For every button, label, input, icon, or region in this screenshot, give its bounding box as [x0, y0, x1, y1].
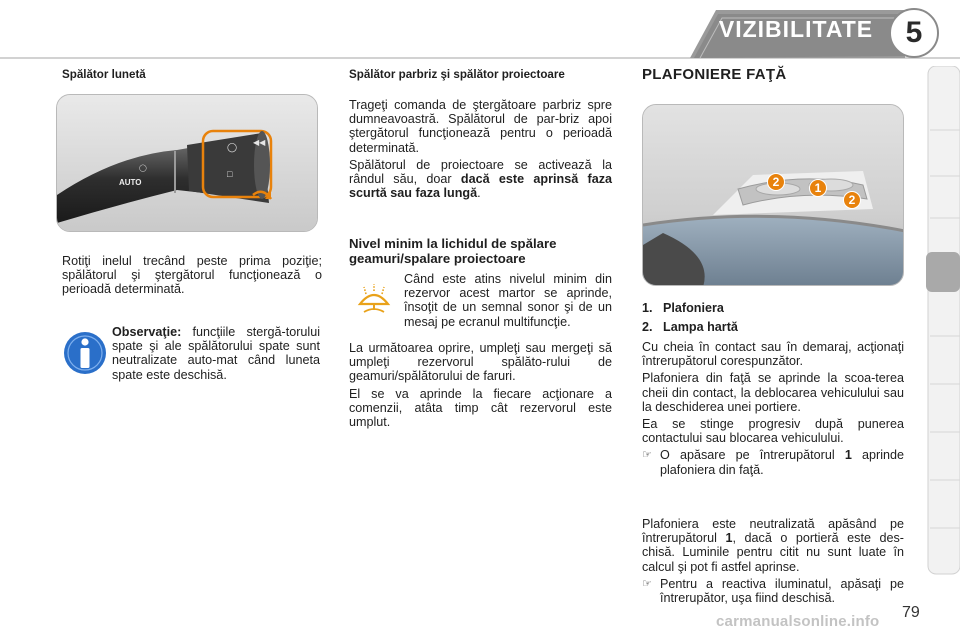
- note-label: Observaţie:: [112, 325, 182, 339]
- front-washer-p2-end: .: [477, 186, 481, 201]
- courtesy-bullet-2-text: Pentru a reactiva iluminatul, apăsaţi pe întrerupător, uşa fiind deschisă.: [660, 576, 904, 606]
- callout-1: 1: [809, 179, 827, 197]
- rear-washer-paragraph: Rotiţi inelul trecând peste prima poziţie; spălătorul şi ştergătorul funcţionează o perioadă determinată.: [62, 254, 322, 297]
- front-courtesy-lights-heading: PLAFONIERE FAŢĂ: [642, 66, 787, 83]
- legend-item-2-num: 2.: [642, 320, 653, 335]
- ceiling-light-photo: [642, 104, 904, 286]
- courtesy-bullet-1-text: [660, 448, 904, 476]
- front-washer-p2: [349, 158, 612, 201]
- low-fluid-p3: Când este atins nivelul minim din rezervor acest martor se aprinde, însoţit de un semnal sonor şi de un mesaj pe ecranul multifuncţie.: [404, 272, 612, 329]
- bullet-1-text-b: aprinde plafoniera din faţă.: [660, 448, 905, 477]
- legend-item-1: [642, 301, 904, 315]
- ceiling-light-illustration: [643, 105, 904, 286]
- chapter-side-tabs: [926, 66, 960, 576]
- washer-fluid-warning-icon: [356, 282, 392, 316]
- legend-item-1-label: Plafoniera: [663, 301, 724, 315]
- front-washer-heading: Spălător parbriz şi spălător proiectoare: [349, 68, 565, 81]
- info-icon: [60, 330, 110, 376]
- site-watermark: carmanualsonline.info: [716, 613, 880, 630]
- pointing-hand-icon: ☞: [642, 577, 652, 590]
- bullet-1-switch-number: 1: [844, 448, 852, 463]
- front-washer-p2-bold: dacă este aprinsă faza scurtă sau faza lungă: [349, 172, 612, 201]
- rear-washer-note: [112, 325, 320, 382]
- courtesy-bullet-2: [642, 577, 904, 605]
- front-washer-p1: Trageţi comanda de ştergătoare parbriz spre dumneavoastră. Spălătorul de par-briz apoi ştergătorul funcţionează pentru o perioadă determinată.: [349, 98, 612, 155]
- low-fluid-body: [349, 341, 612, 432]
- courtesy-p4: [642, 517, 904, 574]
- svg-text:◯: ◯: [227, 142, 238, 152]
- front-washer-p2-text: Spălătorul de proiectoare se activează la rândul său, doar: [349, 157, 612, 187]
- chapter-title: VIZIBILITATE: [718, 16, 874, 42]
- low-fluid-heading: Nivel minim la lichidul de spălare geamuri/spalare proiectoare: [349, 236, 557, 266]
- low-fluid-p4: La următoarea oprire, umpleţi sau mergeţi să umpleţi rezervorul spălăto-rului de geamuri/spălătorului de faruri.: [349, 341, 612, 384]
- courtesy-p4-a: Plafoniera este neutralizată apăsând pe întrerupătorul: [642, 517, 904, 546]
- note-text: funcţiile stergă-torului spate şi ale spălătorului spate sunt neutralizate auto-mat când luneta spate este deschisă.: [112, 325, 320, 382]
- chapter-number-badge: [889, 8, 939, 58]
- callout-2-left: 2: [767, 173, 785, 191]
- low-fluid-p5: El se va aprinde la fiecare acţionare a comenzii, atâta timp cât rezervorul este umplut.: [349, 386, 612, 430]
- courtesy-lights-body: [642, 340, 904, 477]
- pointing-hand-icon: ☞: [642, 449, 652, 462]
- front-washer-body: [349, 98, 612, 203]
- legend-item-2: [642, 320, 904, 334]
- svg-text:◀◀: ◀◀: [253, 138, 266, 147]
- courtesy-lights-footer-body: [642, 517, 904, 605]
- courtesy-p4-bold: 1: [725, 531, 733, 546]
- page-number: 79: [902, 604, 920, 621]
- courtesy-p1: Cu cheia în contact sau în demaraj, acţionaţi întrerupătorul corespunzător.: [642, 340, 904, 369]
- rear-washer-heading: Spălător lunetă: [62, 68, 146, 81]
- svg-text:□: □: [227, 169, 233, 179]
- courtesy-p4-b: , dacă o portieră este des-chisă. Luminile pentru citit nu sunt luate în calcul şi pot fi astfel aprinse.: [642, 531, 905, 574]
- auto-label: AUTO: [119, 178, 142, 187]
- courtesy-lights-legend: [642, 301, 904, 339]
- svg-text:◯: ◯: [139, 165, 147, 172]
- chapter-number: 5: [905, 16, 923, 49]
- courtesy-p2: Plafoniera din faţă se aprinde la scoa-terea cheii din contact, la deblocarea vehiculului sau la deschiderea unei portiere.: [642, 371, 904, 414]
- bullet-1-text-a: O apăsare pe întrerupătorul: [660, 448, 845, 463]
- stalk-photo: [56, 94, 318, 232]
- legend-item-2-label: Lampa hartă: [663, 320, 738, 335]
- legend-item-1-num: 1.: [642, 301, 653, 315]
- courtesy-bullet-1: [642, 448, 904, 476]
- courtesy-p3: Ea se stinge progresiv după punerea contactului sau blocarea vehiculului.: [642, 417, 904, 446]
- wiper-stalk-illustration: [57, 95, 318, 232]
- callout-2-right: 2: [843, 191, 861, 209]
